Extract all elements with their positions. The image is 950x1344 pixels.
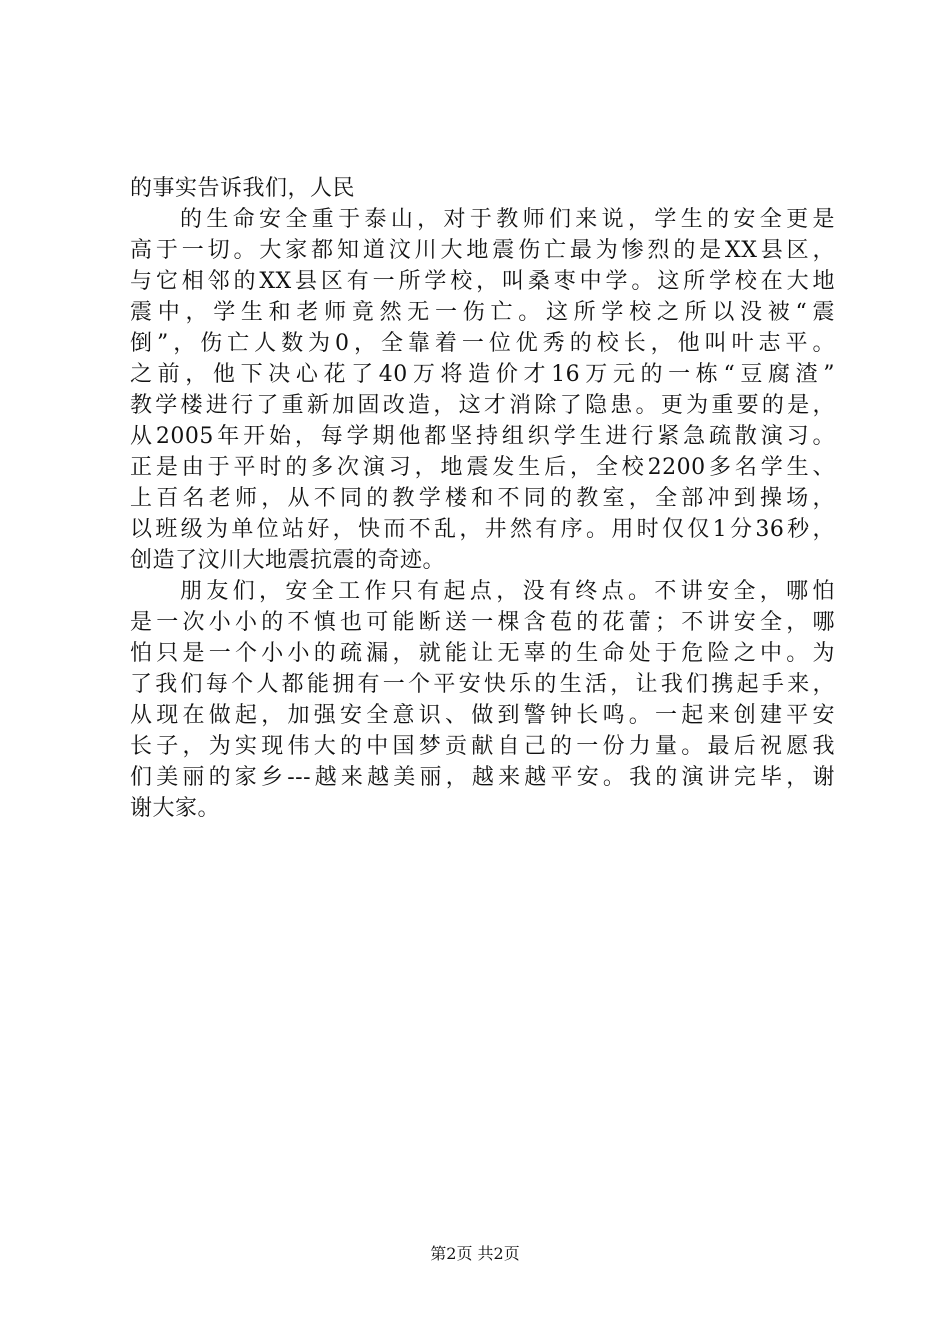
text-line: 的事实告诉我们，人民 (130, 176, 356, 201)
text-line: 之前，他下决心花了40万将造价才16万元的一栋“豆腐渣” (130, 362, 835, 387)
page-footer: 第2页 共2页 (430, 1244, 520, 1263)
text-line: 与它相邻的XX县区有一所学校，叫桑枣中学。这所学校在大地 (130, 269, 835, 294)
text-line: 们美丽的家乡---越来越美丽，越来越平安。我的演讲完毕，谢 (130, 765, 835, 790)
text-line: 是一次小小的不慎也可能断送一棵含苞的花蕾；不讲安全，哪 (130, 610, 835, 635)
text-line: 从现在做起，加强安全意识、做到警钟长鸣。一起来创建平安 (130, 703, 835, 728)
text-line: 了我们每个人都能拥有一个平安快乐的生活，让我们携起手来， (130, 672, 835, 697)
text-line: 教学楼进行了重新加固改造，这才消除了隐患。更为重要的是， (130, 393, 835, 418)
text-line: 正是由于平时的多次演习，地震发生后，全校2200多名学生、 (130, 455, 835, 480)
text-line: 从2005年开始，每学期他都坚持组织学生进行紧急疏散演习。 (130, 424, 835, 449)
text-line: 怕只是一个小小的疏漏，就能让无辜的生命处于危险之中。为 (130, 641, 835, 666)
text-line: 震中，学生和老师竟然无一伤亡。这所学校之所以没被“震 (130, 300, 835, 325)
text-line: 以班级为单位站好，快而不乱，井然有序。用时仅仅1分36秒， (130, 517, 835, 542)
text-line: 高于一切。大家都知道汶川大地震伤亡最为惨烈的是XX县区， (130, 238, 835, 263)
text-line: 的生命安全重于泰山，对于教师们来说，学生的安全更是 (180, 207, 835, 232)
text-line: 倒”，伤亡人数为0，全靠着一位优秀的校长，他叫叶志平。 (130, 331, 835, 356)
text-line: 上百名老师，从不同的教学楼和不同的教室，全部冲到操场， (130, 486, 835, 511)
text-line: 创造了汶川大地震抗震的奇迹。 (130, 548, 446, 573)
text-line: 长子，为实现伟大的中国梦贡献自己的一份力量。最后祝愿我 (130, 734, 835, 759)
body-text (130, 173, 835, 824)
text-line: 谢大家。 (130, 796, 221, 821)
text-line: 朋友们，安全工作只有起点，没有终点。不讲安全，哪怕 (180, 579, 835, 604)
